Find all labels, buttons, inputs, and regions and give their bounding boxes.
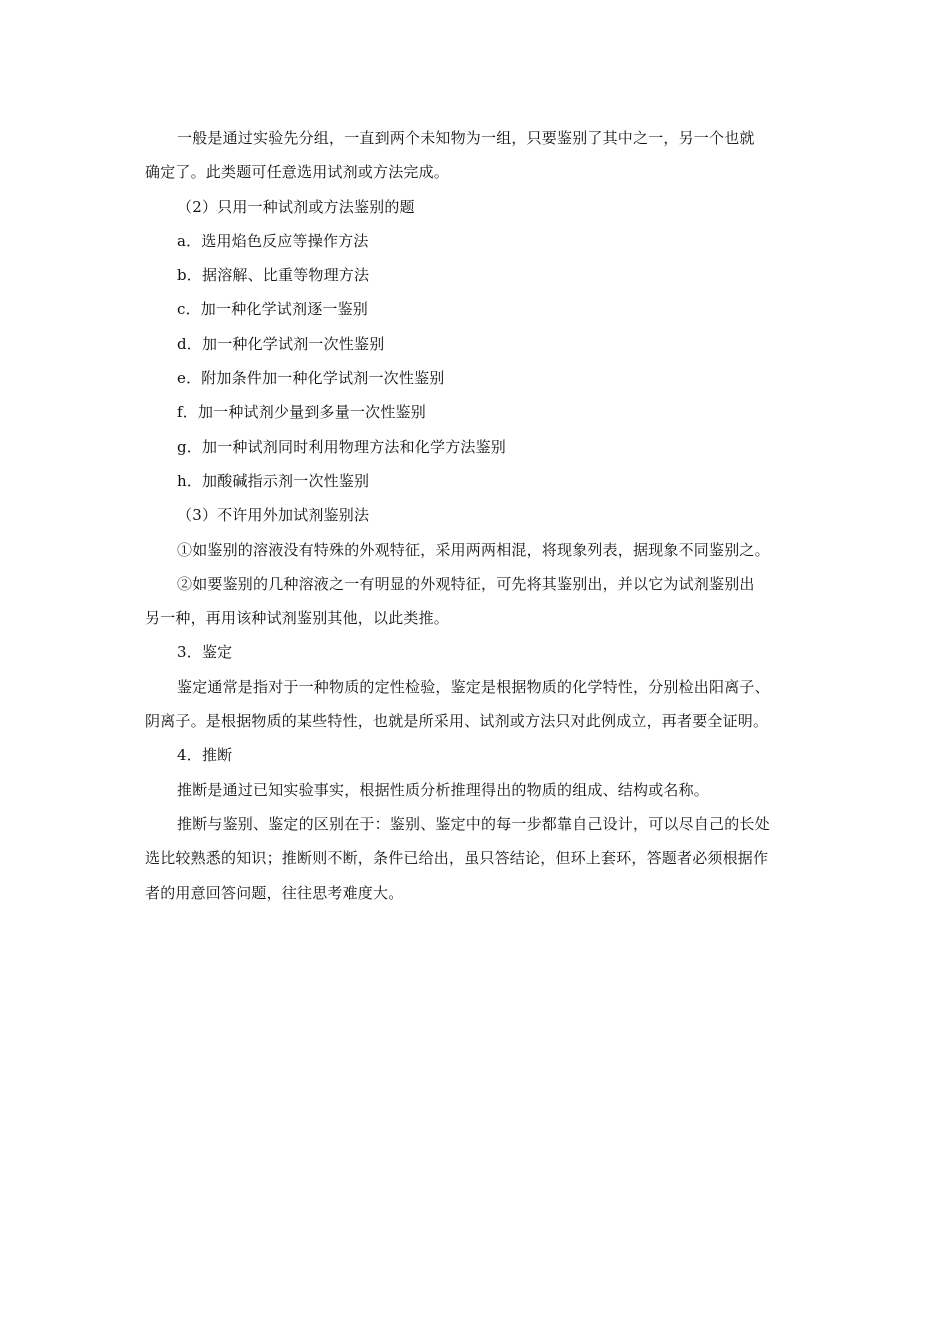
- text-line: f．加一种试剂少量到多量一次性鉴别: [177, 403, 426, 422]
- text-line: 推断是通过已知实验事实，根据性质分析推理得出的物质的组成、结构或名称。: [177, 780, 710, 799]
- text-line: ②如要鉴别的几种溶液之一有明显的外观特征，可先将其鉴别出，并以它为试剂鉴别出: [177, 574, 755, 593]
- text-line: 阴离子。是根据物质的某些特性，也就是所采用、试剂或方法只对此例成立，再者要全证明。: [145, 712, 769, 731]
- text-line: （2）只用一种试剂或方法鉴别的题: [177, 197, 415, 216]
- text-line: 另一种，再用该种试剂鉴别其他，以此类推。: [145, 609, 450, 628]
- text-line: 3．鉴定: [177, 643, 233, 662]
- text-line: d．加一种化学试剂一次性鉴别: [177, 334, 385, 353]
- text-line: ①如鉴别的溶液没有特殊的外观特征，采用两两相混，将现象列表，据现象不同鉴别之。: [177, 540, 770, 559]
- document-body: [145, 121, 810, 910]
- text-line: 鉴定通常是指对于一种物质的定性检验，鉴定是根据物质的化学特性，分别检出阳离子、: [177, 677, 770, 696]
- text-line: e．附加条件加一种化学试剂一次性鉴别: [177, 369, 445, 388]
- text-line: 选比较熟悉的知识；推断则不断，条件已给出，虽只答结论，但环上套环，答题者必须根据作: [145, 849, 769, 868]
- text-line: a．选用焰色反应等操作方法: [177, 231, 369, 250]
- text-line: 者的用意回答问题，往往思考难度大。: [145, 883, 404, 902]
- text-line: （3）不许用外加试剂鉴别法: [177, 506, 370, 525]
- text-line: g．加一种试剂同时利用物理方法和化学方法鉴别: [177, 437, 507, 456]
- text-line: 确定了。此类题可任意选用试剂或方法完成。: [145, 163, 450, 182]
- text-line: c．加一种化学试剂逐一鉴别: [177, 300, 369, 319]
- text-line: 4．推断: [177, 746, 233, 765]
- text-line: 推断与鉴别、鉴定的区别在于：鉴别、鉴定中的每一步都靠自己设计，可以尽自己的长处: [177, 814, 770, 833]
- text-line: h．加酸碱指示剂一次性鉴别: [177, 471, 370, 490]
- text-line: b．据溶解、比重等物理方法: [177, 266, 370, 285]
- text-line: 一般是通过实验先分组，一直到两个未知物为一组，只要鉴别了其中之一，另一个也就: [177, 129, 755, 147]
